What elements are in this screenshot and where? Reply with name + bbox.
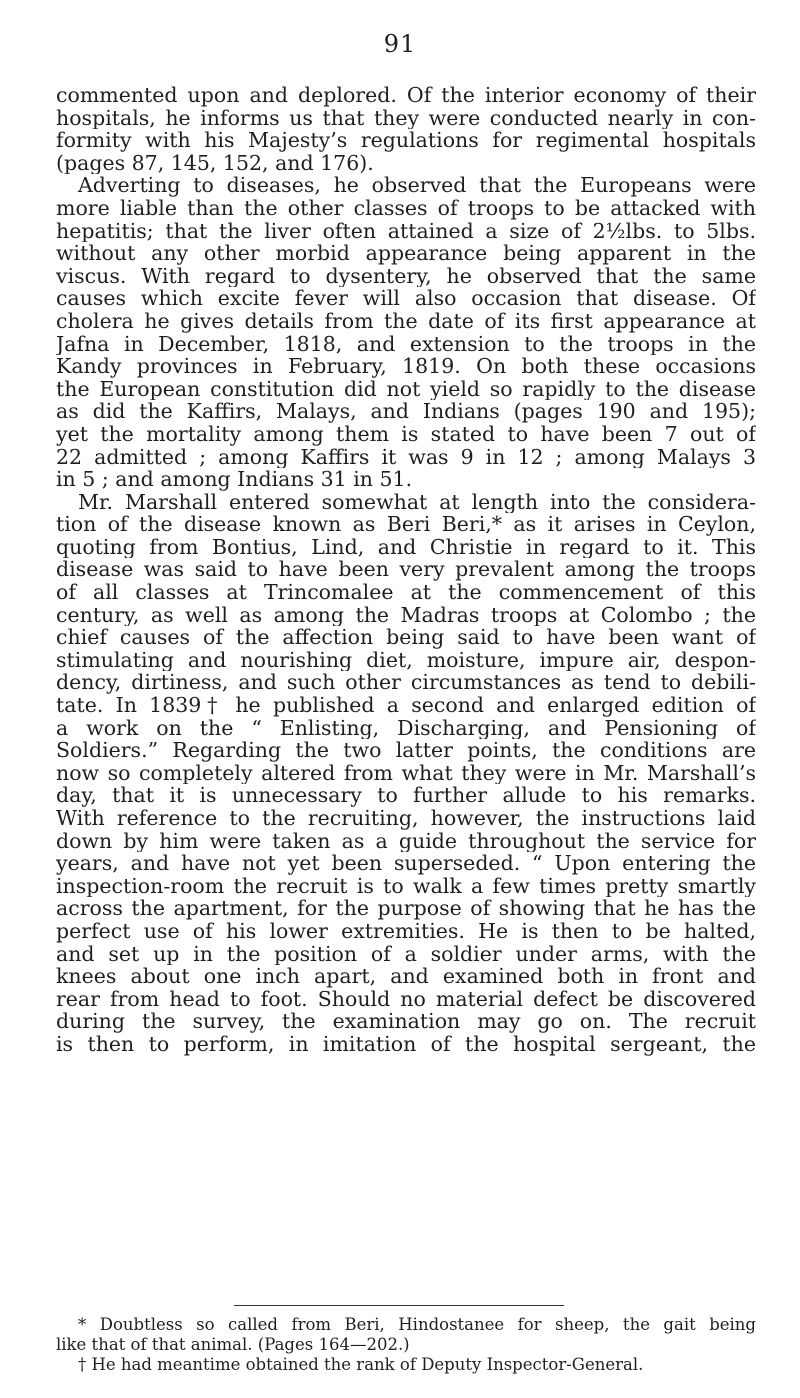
text-line: a work on the “ Enlisting, Discharging, and Pensioning of xyxy=(56,716,756,740)
text-line: Adverting to diseases, he observed that the Europeans were xyxy=(78,174,756,197)
text-line: century, as well as among the Madras troops at Colombo ; the xyxy=(56,603,756,627)
text-line: down by him were taken as a guide throughout the service for xyxy=(56,829,756,853)
text-line: Soldiers.” Regarding the two latter points, the conditions are xyxy=(56,739,756,762)
text-line: Jafna in December, 1818, and extension to the troops in the xyxy=(56,332,756,356)
text-line: cholera he gives details from the date of its first appearance at xyxy=(56,309,756,333)
body-text xyxy=(56,84,756,1056)
text-line: formity with his Majesty’s regulations for regimental hospitals xyxy=(56,129,756,152)
page-number: 91 xyxy=(383,30,417,58)
text-line: commented upon and deplored. Of the interior economy of their xyxy=(56,84,756,107)
text-line: the European constitution did not yield so rapidly to the disease xyxy=(56,377,756,401)
footnotes xyxy=(56,1315,756,1375)
footnote-line: like that of that animal. (Pages 164—202.) xyxy=(56,1335,410,1354)
text-line: tate. In 1839† he published a second and enlarged edition of xyxy=(56,694,756,717)
text-line: years, and have not yet been superseded. “ Upon entering the xyxy=(56,852,756,875)
text-line: dency, dirtiness, and such other circumstances as tend to debili- xyxy=(56,671,756,695)
text-line: causes which excite fever will also occasion that disease. Of xyxy=(56,287,756,310)
text-line: in 5 ; and among Indians 31 in 51. xyxy=(56,468,413,491)
text-line: (pages 87, 145, 152, and 176). xyxy=(56,151,374,175)
text-line: without any other morbid appearance being apparent in the xyxy=(56,242,756,265)
text-line: hospitals, he informs us that they were conducted nearly in con- xyxy=(56,106,756,130)
text-line: viscus. With regard to dysentery, he observed that the same xyxy=(56,264,756,288)
text-line: now so completely altered from what they were in Mr. Marshall’s xyxy=(56,761,756,785)
text-line: chief causes of the affection being said to have been want of xyxy=(56,626,756,649)
footnote-line: * Doubtless so called from Beri, Hindostanee for sheep, the gait being xyxy=(78,1315,756,1334)
text-line: disease was said to have been very prevalent among the troops xyxy=(56,558,756,582)
text-line: stimulating and nourishing diet, moisture, impure air, despon- xyxy=(56,648,756,672)
text-line: hepatitis; that the liver often attained a size of 2½lbs. to 5lbs. xyxy=(56,219,756,243)
text-line: Kandy provinces in February, 1819. On both these occasions xyxy=(56,355,756,378)
text-line: inspection-room the recruit is to walk a few times pretty smartly xyxy=(56,874,756,898)
text-line: quoting from Bontius, Lind, and Christie in regard to it. This xyxy=(56,535,756,559)
text-line: as did the Kaffirs, Malays, and Indians (pages 190 and 195); xyxy=(56,400,756,423)
text-line: across the apartment, for the purpose of showing that he has the xyxy=(56,897,756,920)
text-line: knees about one inch apart, and examined both in front and xyxy=(56,965,756,988)
text-line: tion of the disease known as Beri Beri,* as it arises in Ceylon, xyxy=(56,513,756,536)
text-line: during the survey, the examination may go on. The recruit xyxy=(56,1010,756,1033)
text-line: With reference to the recruiting, however, the instructions laid xyxy=(56,807,756,830)
text-line: day, that it is unnecessary to further allude to his remarks. xyxy=(56,784,756,807)
text-line: yet the mortality among them is stated to have been 7 out of xyxy=(56,422,756,446)
text-line: 22 admitted ; among Kaffirs it was 9 in 12 ; among Malays 3 xyxy=(56,445,756,469)
footnote-divider xyxy=(234,1305,564,1306)
text-line: and set up in the position of a soldier under arms, with the xyxy=(56,942,756,966)
text-line: of all classes at Trincomalee at the commencement of this xyxy=(56,581,756,604)
text-line: rear from head to foot. Should no material defect be discovered xyxy=(56,987,756,1011)
text-line: more liable than the other classes of troops to be attacked with xyxy=(56,196,756,220)
footnote-line: † He had meantime obtained the rank of Deputy Inspector-General. xyxy=(78,1355,644,1374)
text-line: is then to perform, in imitation of the hospital sergeant, the xyxy=(56,1032,756,1056)
text-line: perfect use of his lower extremities. He is then to be halted, xyxy=(56,919,756,943)
text-line: Mr. Marshall entered somewhat at length into the considera- xyxy=(78,490,756,514)
